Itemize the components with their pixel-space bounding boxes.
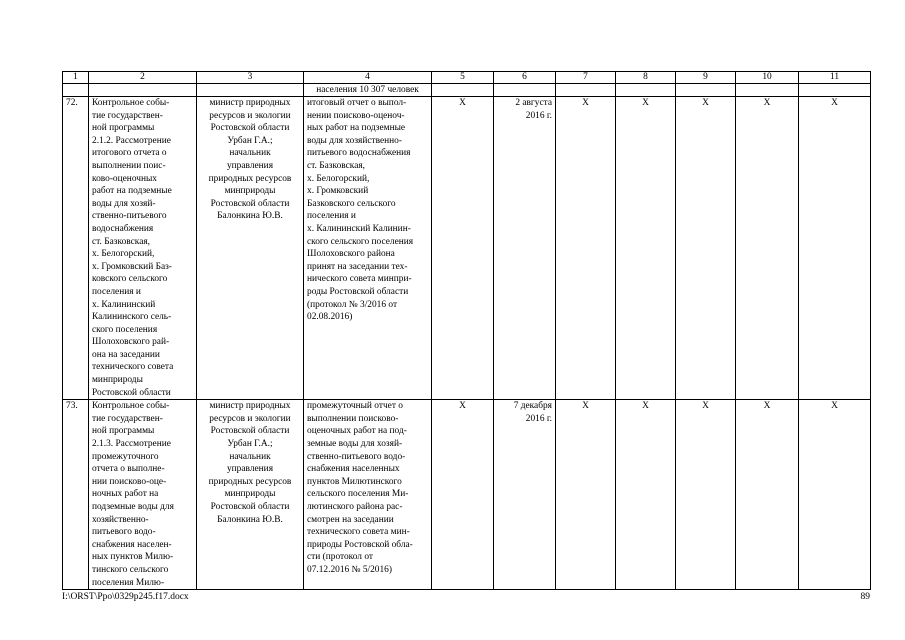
- row-number: 73.: [63, 400, 89, 590]
- col-header-5: 5: [432, 72, 494, 84]
- col-header-4: 4: [304, 72, 432, 84]
- col-header-1: 1: [63, 72, 89, 84]
- event-cell: Контрольное собы- тие государствен- ной программы 2.1.2. Рассмотрение итогового отчета о выполнении поис- ково-оценочных работ на подземные воды для хозяй- ственно-питьевого водоснабжения ст. Базковская, х. Белогорский, х. Громковский Баз- ковского сельского поселения и х. Калининский Калининского сель- ского поселения Шолоховского рай- она на заседании технического совета минприроды Ростовской области: [89, 97, 197, 400]
- mark-cell-8: X: [616, 400, 676, 590]
- plan-table: [62, 71, 871, 590]
- col-header-7: 7: [556, 72, 616, 84]
- page-number: 89: [860, 592, 870, 602]
- mark-cell-9: X: [676, 400, 736, 590]
- table-row: [63, 97, 871, 400]
- mark-cell-9: X: [676, 97, 736, 400]
- continuation-text: населения 10 307 человек: [304, 84, 432, 97]
- result-cell: итоговый отчет о выпол- нении поисково-оценоч- ных работ на подземные воды для хозяйственно- питьевого водоснабжения ст. Базковская, х. Белогорский, х. Громковский Базковского сельского поселения и х. Калининский Калинин- ского сельского поселения Шолоховского района принят на заседании тех- нического совета минпри- роды Ростовской области (протокол № 3/2016 от 02.08.2016): [304, 97, 432, 400]
- mark-cell-5: X: [432, 97, 494, 400]
- mark-cell-5: X: [432, 400, 494, 590]
- col-header-9: 9: [676, 72, 736, 84]
- col-header-2: 2: [89, 72, 197, 84]
- date-cell: 7 декабря 2016 г.: [494, 400, 556, 590]
- row-number: 72.: [63, 97, 89, 400]
- col-header-8: 8: [616, 72, 676, 84]
- mark-cell-8: X: [616, 97, 676, 400]
- col-header-10: 10: [736, 72, 799, 84]
- responsible-cell: министр природных ресурсов и экологии Ростовской области Урбан Г.А.; начальник управления природных ресурсов минприроды Ростовской области Балонкина Ю.В.: [197, 400, 304, 590]
- col-header-11: 11: [799, 72, 871, 84]
- mark-cell-11: X: [799, 97, 871, 400]
- mark-cell-10: X: [736, 400, 799, 590]
- mark-cell-11: X: [799, 400, 871, 590]
- column-number-row: [63, 72, 871, 84]
- mark-cell-10: X: [736, 97, 799, 400]
- event-cell: Контрольное собы- тие государствен- ной программы 2.1.3. Рассмотрение промежуточного отчета о выполне- нии поисково-оце- ночных работ на подземные воды для хозяйственно- питьевого водо- снабжения населен- ных пунктов Милю- тинского сельского поселения Милю-: [89, 400, 197, 590]
- mark-cell-7: X: [556, 400, 616, 590]
- continuation-row: [63, 84, 871, 97]
- file-path-footer: I:\ORST\Ppo\0329p245.f17.docx: [62, 592, 189, 602]
- responsible-cell: министр природных ресурсов и экологии Ростовской области Урбан Г.А.; начальник управления природных ресурсов минприроды Ростовской области Балонкина Ю.В.: [197, 97, 304, 400]
- table-row: [63, 400, 871, 590]
- col-header-6: 6: [494, 72, 556, 84]
- result-cell: промежуточный отчет о выполнении поисково- оценочных работ на под- земные воды для хозяй- ственно-питьевого водо- снабжения населенных пунктов Милютинского сельского поселения Ми- лютинского района рас- смотрен на заседании технического совета мин- природы Ростовской обла- сти (протокол от 07.12.2016 № 5/2016): [304, 400, 432, 590]
- mark-cell-7: X: [556, 97, 616, 400]
- date-cell: 2 августа 2016 г.: [494, 97, 556, 400]
- col-header-3: 3: [197, 72, 304, 84]
